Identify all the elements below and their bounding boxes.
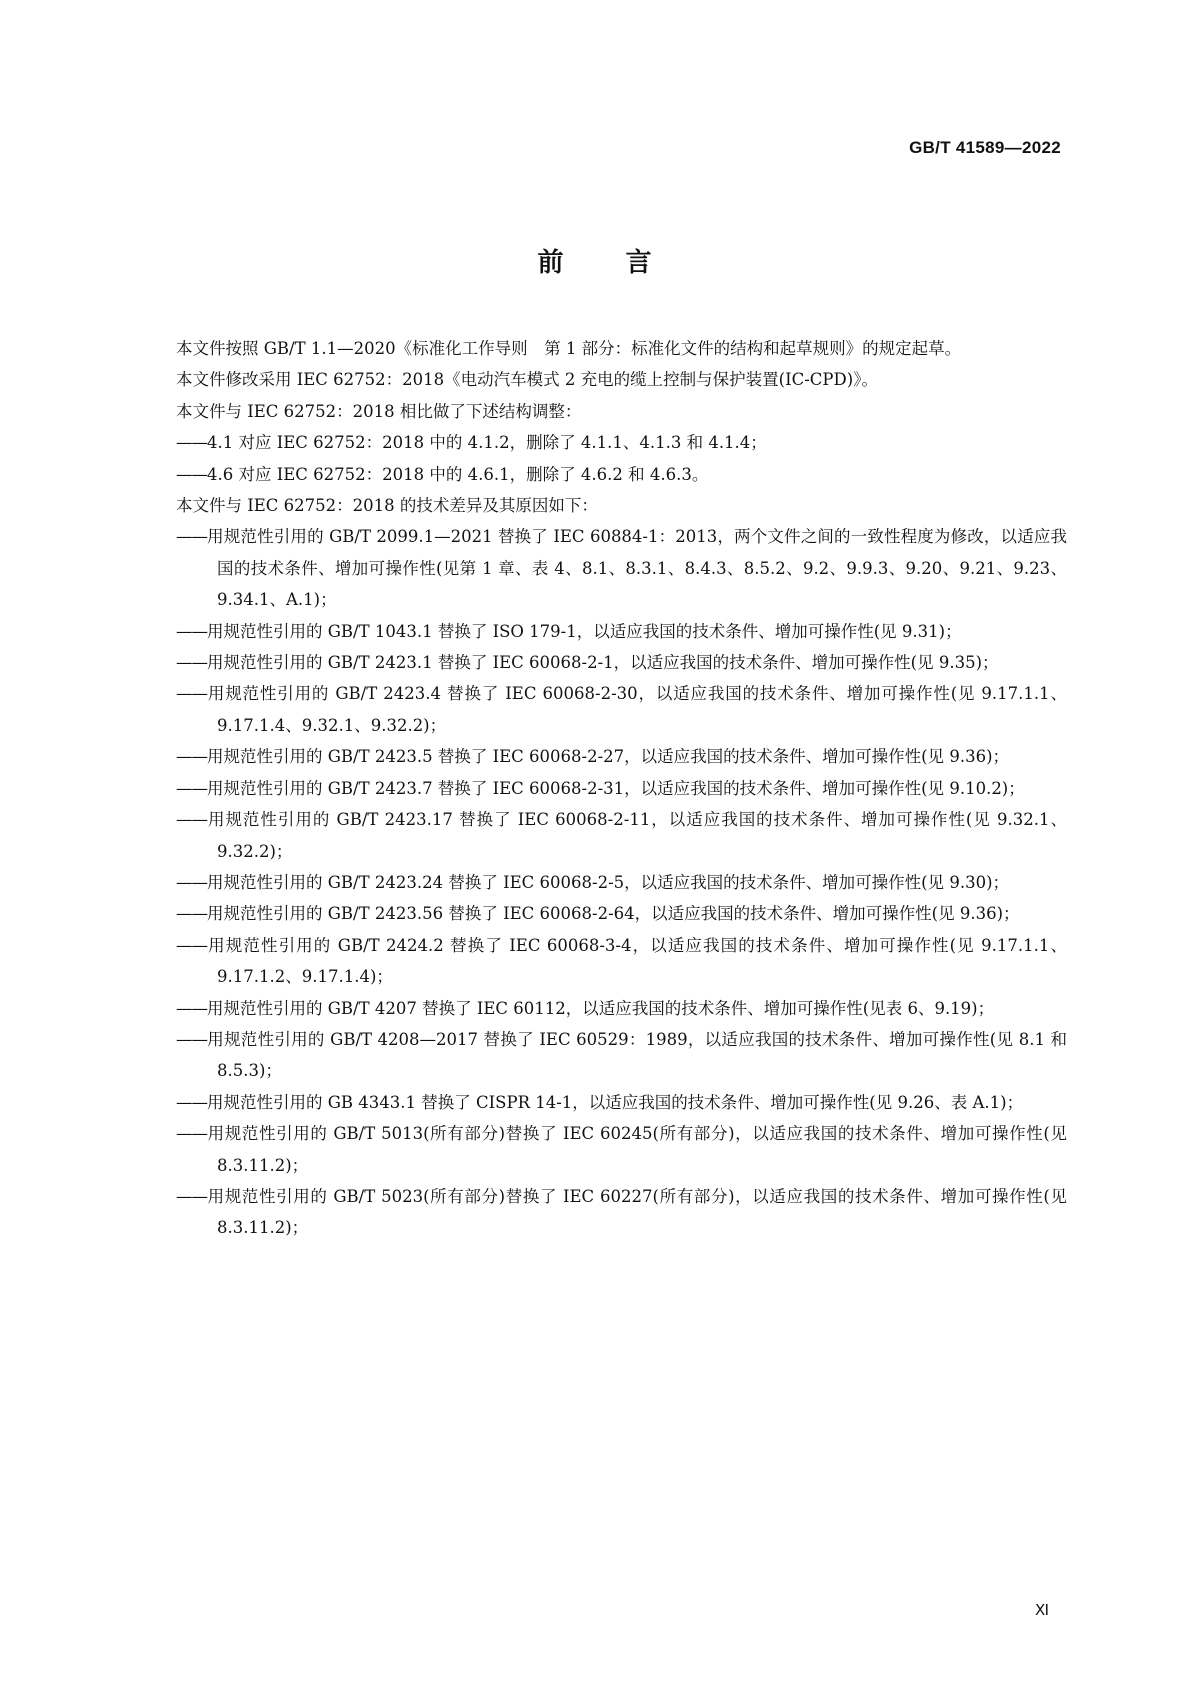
dash-marker: —— xyxy=(176,1124,207,1144)
standard-code: GB/T 41589—2022 xyxy=(909,138,1061,157)
dash-marker: —— xyxy=(176,1029,207,1049)
paragraph-adoption: 本文件修改采用 IEC 62752：2018《电动汽车模式 2 充电的缆上控制与保护装置(IC-CPD)》。 xyxy=(176,370,878,390)
dash-marker: —— xyxy=(176,653,207,673)
dash-marker: —— xyxy=(176,621,207,641)
list-item: ——用规范性引用的 GB/T 5023(所有部分)替换了 IEC 60227(所有部分)，以适应我国的技术条件、增加可操作性(见 8.3.11.2)； xyxy=(176,1186,1067,1238)
list-item: ——用规范性引用的 GB/T 2423.17 替换了 IEC 60068-2-11，以适应我国的技术条件、增加可操作性(见 9.32.1、9.32.2)； xyxy=(176,810,1067,861)
list-item: ——用规范性引用的 GB 4343.1 替换了 CISPR 14-1，以适应我国的技术条件、增加可操作性(见 9.26、表 A.1)； xyxy=(176,1092,1024,1112)
dash-marker: —— xyxy=(176,935,207,955)
paragraph-drafting-rules: 本文件按照 GB/T 1.1—2020《标准化工作导则 第 1 部分：标准化文件的结构和起草规则》的规定起草。 xyxy=(176,339,962,358)
dash-marker: —— xyxy=(176,527,207,547)
dash-marker: —— xyxy=(176,747,207,767)
dash-marker: —— xyxy=(176,872,207,892)
dash-marker: —— xyxy=(176,1092,207,1112)
list-item: ——用规范性引用的 GB/T 1043.1 替换了 ISO 179-1，以适应我国的技术条件、增加可操作性(见 9.31)； xyxy=(176,621,962,641)
list-item: ——用规范性引用的 GB/T 2423.4 替换了 IEC 60068-2-30，以适应我国的技术条件、增加可操作性(见 9.17.1.1、9.17.1.4、9.32.1、9.32.2)； xyxy=(176,684,1067,735)
paragraph-structure-intro: 本文件与 IEC 62752：2018 相比做了下述结构调整： xyxy=(176,401,582,421)
document-body xyxy=(143,333,1067,1244)
page-title xyxy=(0,242,1191,279)
dash-marker: —— xyxy=(176,464,207,484)
list-item: ——用规范性引用的 GB/T 5013(所有部分)替换了 IEC 60245(所有部分)，以适应我国的技术条件、增加可操作性(见 8.3.11.2)； xyxy=(176,1124,1067,1175)
list-item: ——4.6 对应 IEC 62752：2018 中的 4.6.1，删除了 4.6.2 和 4.6.3。 xyxy=(176,464,709,484)
list-item: ——用规范性引用的 GB/T 2423.7 替换了 IEC 60068-2-31，以适应我国的技术条件、增加可操作性(见 9.10.2)； xyxy=(176,778,1025,798)
list-item: ——4.1 对应 IEC 62752：2018 中的 4.1.2，删除了 4.1.1、4.1.3 和 4.1.4； xyxy=(176,433,767,453)
title-char-2: 言 xyxy=(625,248,654,278)
dash-marker: —— xyxy=(176,684,207,704)
page-number: Ⅺ xyxy=(1035,1603,1049,1619)
list-item: ——用规范性引用的 GB/T 4207 替换了 IEC 60112，以适应我国的技术条件、增加可操作性(见表 6、9.19)； xyxy=(176,998,995,1018)
paragraph-differences-intro: 本文件与 IEC 62752：2018 的技术差异及其原因如下： xyxy=(176,496,598,516)
dash-marker: —— xyxy=(176,433,207,453)
dash-marker: —— xyxy=(176,904,207,924)
dash-marker: —— xyxy=(176,778,207,798)
list-item: ——用规范性引用的 GB/T 2099.1—2021 替换了 IEC 60884-1：2013，两个文件之间的一致性程度为修改，以适应我国的技术条件、增加可操作性(见第 1 章、表 4、8.1、8.3.1、8.4.3、8.5.2、9.2、9.9.3、9.20、9.21、9.23、9.34.1、A.1)； xyxy=(176,527,1067,610)
list-item: ——用规范性引用的 GB/T 2423.5 替换了 IEC 60068-2-27，以适应我国的技术条件、增加可操作性(见 9.36)； xyxy=(176,747,1010,767)
list-item: ——用规范性引用的 GB/T 2424.2 替换了 IEC 60068-3-4，以适应我国的技术条件、增加可操作性(见 9.17.1.1、9.17.1.2、9.17.1.4)； xyxy=(176,935,1067,987)
list-item: ——用规范性引用的 GB/T 2423.24 替换了 IEC 60068-2-5，以适应我国的技术条件、增加可操作性(见 9.30)； xyxy=(176,872,1010,892)
dash-marker: —— xyxy=(176,998,207,1018)
dash-marker: —— xyxy=(176,1186,207,1206)
title-char-1: 前 xyxy=(537,248,566,278)
list-item: ——用规范性引用的 GB/T 2423.56 替换了 IEC 60068-2-64，以适应我国的技术条件、增加可操作性(见 9.36)； xyxy=(176,904,1020,924)
dash-marker: —— xyxy=(176,810,207,830)
list-item: ——用规范性引用的 GB/T 2423.1 替换了 IEC 60068-2-1，以适应我国的技术条件、增加可操作性(见 9.35)； xyxy=(176,653,999,673)
list-item: ——用规范性引用的 GB/T 4208—2017 替换了 IEC 60529：1989，以适应我国的技术条件、增加可操作性(见 8.1 和 8.5.3)； xyxy=(176,1029,1067,1081)
